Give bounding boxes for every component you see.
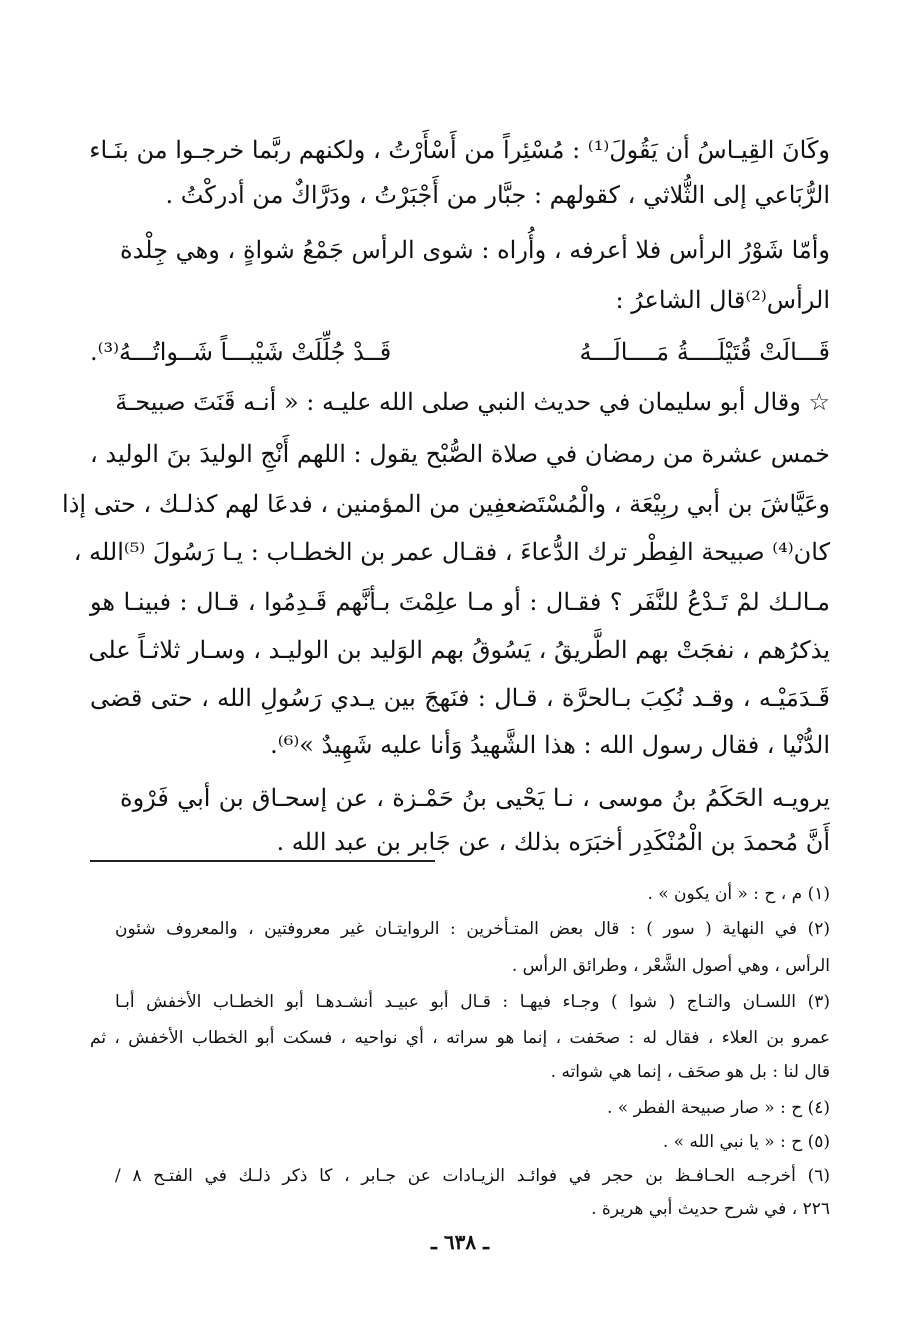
main-text-line: يذكرُهم ، نفجَتْ بهم الطَّريقُ ، يَسُوقُ بهم الوَليد بن الوليـد ، وسـار ثلاثـاً على bbox=[88, 636, 830, 664]
page-number: ـ ٦٣٨ ـ bbox=[431, 1230, 489, 1254]
main-text-line: الرأس⁽²⁾قال الشاعرُ : bbox=[615, 286, 830, 314]
main-text-line: خمس عشرة من رمضان في صلاة الصُّبْح يقول : اللهم أَنْجِ الوليدَ بنَ الوليد ، bbox=[90, 440, 830, 468]
verse-second-hemistich: قَــدْ جُلِّلَتْ شَيْبـــاً شَــواتُـــهُ⁽³⁾. bbox=[90, 338, 392, 366]
footnote-line: (٢) في النهاية ( سور ) : قال بعض المتـأخرين : الروايتـان غير معروفتين ، والمعروف شئون bbox=[115, 919, 830, 939]
main-text-line: وعَيَّاشَ بن أبي ربِيْعَة ، والْمُسْتَضعفِين من المؤمنين ، فدعَا لهم كذلـك ، حتى إذا bbox=[62, 490, 830, 518]
footnote-line: الرأس ، وهي أصول الشَّعْر ، وطرائق الرأس . bbox=[511, 956, 830, 976]
footnote-line: ٢٢٦ ، في شرح حديث أبي هريرة . bbox=[591, 1199, 830, 1219]
footnote-line: (١) م ، ح : « أن يكون » . bbox=[647, 884, 830, 904]
main-text-line: أَنَّ مُحمدَ بن الْمُنْكَدِر أخبَرَه بذلك ، عن جَابر بن عبد الله . bbox=[276, 828, 830, 856]
footnote-line: قال لنا : بل هو صحَف ، إنما هي شواته . bbox=[550, 1062, 830, 1082]
poetry-verse bbox=[90, 332, 830, 372]
book-page bbox=[62, 120, 830, 1310]
main-text-line: كان⁽⁴⁾ صبيحة الفِطْر ترك الدُّعاءَ ، فقـال عمر بن الخطـاب : يـا رَسُولَ ⁽⁵⁾الله ، bbox=[73, 538, 830, 566]
main-text-line: الرُّبَاعي إلى الثُّلاثي ، كقولهم : جبَّار من أَجْبَرْتُ ، ودَرَّاكٌ من أدركْتُ . bbox=[165, 181, 830, 209]
main-text-line: الدُّنْيا ، فقال رسول الله : هذا الشَّهيدُ وَأنا عليه شَهِيدٌ »⁽⁶⁾. bbox=[270, 731, 830, 759]
main-text-line: مـالـك لمْ تَـدْعُ للنَّفَر ؟ فقـال : أو مـا علِمْتَ بـأنَّهم قَـدِمُوا ، قـال : فبينـا هو bbox=[90, 588, 830, 616]
footnote-line: (٤) ح : « صار صبيحة الفطر » . bbox=[607, 1098, 830, 1118]
main-text-line: وكَانَ القِيـاسُ أن يَقُولَ⁽¹⁾ : مُسْئِراً من أَسْأَرْتُ ، ولكنهم ربَّما خرجـوا من بنَـاء bbox=[89, 136, 830, 164]
main-text-line: يرويـه الحَكَمُ بنُ موسى ، نـا يَحْيى بنُ حَمْـزة ، عن إسحـاق بن أبي فَرْوة bbox=[120, 784, 830, 812]
main-text-line: ☆ وقال أبو سليمان في حديث النبي صلى الله عليـه : « أنـه قَنَتَ صبيحـةَ bbox=[115, 388, 830, 416]
main-text-line: قَـدَمَيْـه ، وقـد نُكِبَ بـالحرَّة ، قـال : فنَهجَ بين يـدي رَسُولِ الله ، حتى قضى bbox=[90, 684, 830, 712]
footnote-line: (٣) اللسـان والتـاج ( شوا ) وجـاء فيهـا : قـال أبو عبيـد أنشـدهـا أبو الخطـاب الأخفش أبـا bbox=[115, 992, 830, 1012]
footnote-line: عمرو بن العلاء ، فقال له : صحَفت ، إنما هو سراته ، أي نواحيه ، فسكت أبو الخطاب الأخفش ، ثم bbox=[90, 1028, 830, 1048]
footnote-divider bbox=[90, 860, 435, 862]
footnote-line: (٥) ح : « يا نبي الله » . bbox=[662, 1132, 830, 1152]
verse-first-hemistich: قَـــالَتْ قُتَيْلَــــةُ مَــــالَـــهُ bbox=[579, 338, 830, 366]
main-text-line: وأمّا شَوْرُ الرأس فلا أعرفه ، وأُراه : شوى الرأس جَمْعُ شواةٍ ، وهي جِلْدة bbox=[120, 236, 830, 264]
footnote-line: (٦) أخرجـه الحـافـظ بن حجر في فوائـد الزيـادات عن جـابر ، كا ذكر ذلـك في الفتـح ٨ / bbox=[115, 1166, 830, 1186]
